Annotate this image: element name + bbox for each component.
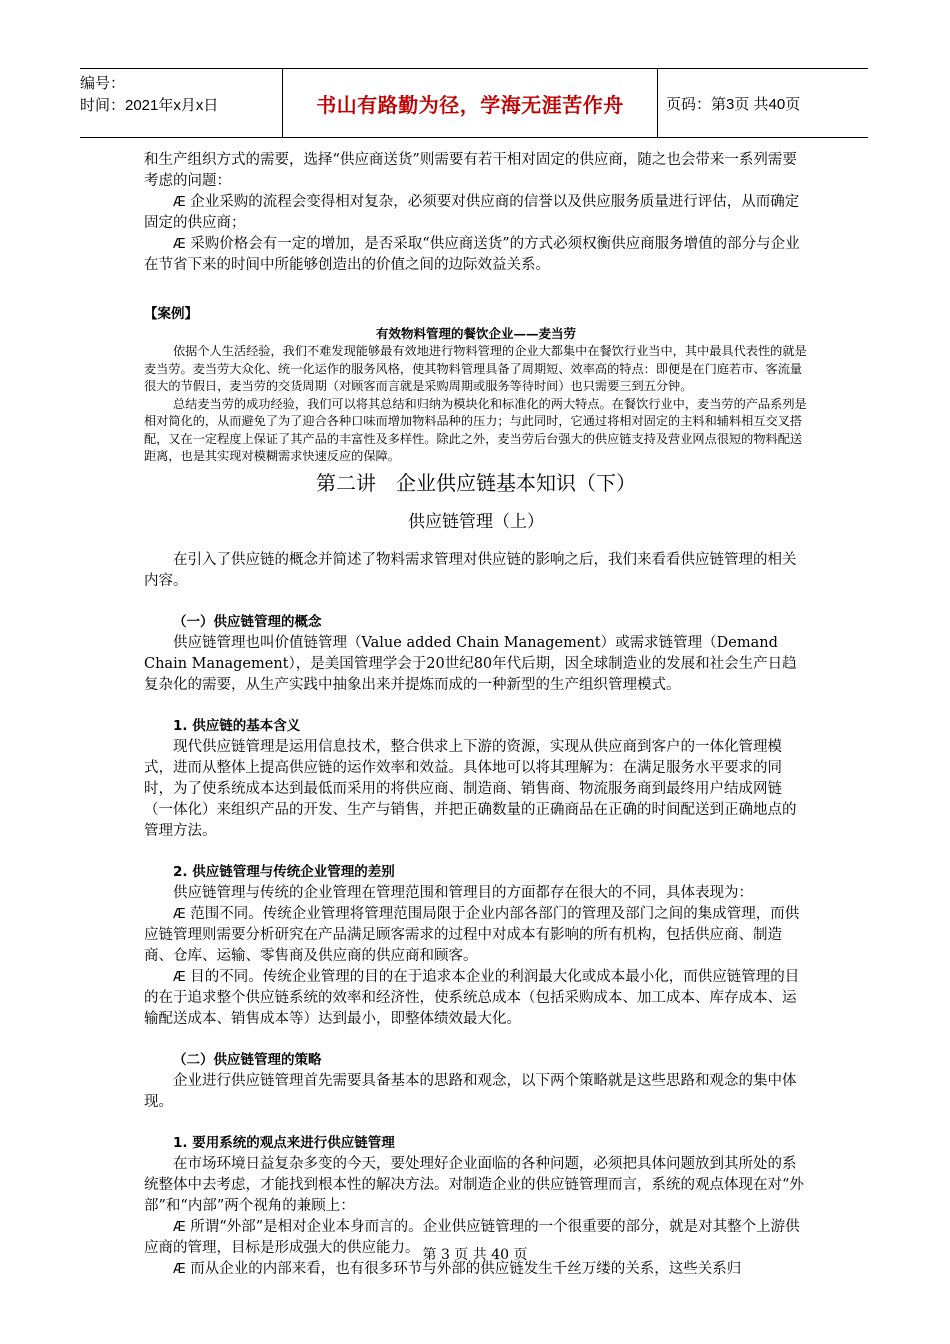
bullet-glyph: Æ [173,969,186,985]
page-footer: 第 3 页 共 40 页 [422,1247,528,1263]
lecture-title: 第二讲 企业供应链基本知识（下） [316,470,636,495]
header-number: 编号： [80,75,126,92]
header-motto: 书山有路勤为径，学海无涯苦作舟 [283,69,658,137]
case-label: 【案例】 [144,306,198,322]
differences-bullet-1: Æ 范围不同。传统企业管理将管理范围局限于企业内部各部门的管理及部门之间的集成管理，而供应链管理则需要分析研究在产品满足顾客需求的过程中对成本有影响的所有机构，包括供应商、制造商、仓库、运输、零售商及供应商的供应商和顾客。 [144,905,800,964]
header-page-info: 页码：第3页 共40页 [666,95,801,113]
case-paragraph-1: 依据个人生活经验，我们不难发现能够最有效地进行物料管理的企业大都集中在餐饮行业当中，其中最具代表性的就是麦当劳。麦当劳大众化、统一化运作的服务风格，使其物料管理具备了周期短、效率高的特点：即便是在门庭若市、客流量很大的节假日，麦当劳的交货周期（对顾客而言就是采购周期或服务等待时间）也只需要三到五分钟。 [144,344,807,393]
heading-basic-meaning: 1. 供应链的基本含义 [173,717,301,734]
section-intro: 在引入了供应链的概念并简述了物料需求管理对供应链的影响之后，我们来看看供应链管理的相关内容。 [144,551,797,589]
system-view-paragraph: 在市场环境日益复杂多变的今天，要处理好企业面临的各种问题，必须把具体问题放到其所处的系统整体中去考虑，才能找到根本性的解决方法。对制造企业的供应链管理而言，系统的观点体现在对“外部”和“内部”两个视角的兼顾上： [144,1155,804,1214]
heading-system-view: 1. 要用系统的观点来进行供应链管理 [173,1134,395,1151]
bullet-glyph: Æ [173,195,186,210]
differences-paragraph: 供应链管理与传统的企业管理在管理范围和管理目的方面都存在很大的不同，具体表现为： [173,884,753,901]
heading-differences: 2. 供应链管理与传统企业管理的差别 [173,863,395,880]
section-subtitle: 供应链管理（上） [408,511,544,532]
case-title: 有效物料管理的餐饮企业——麦当劳 [375,326,576,341]
strategy-paragraph: 企业进行供应链管理首先需要具备基本的思路和观念，以下两个策略就是这些思路和观念的集中体现。 [144,1072,797,1110]
intro-bullet-1: Æ 企业采购的流程会变得相对复杂，必须要对供应商的信誉以及供应服务质量进行评估，从而确定固定的供应商； [144,194,800,231]
differences-bullet-2: Æ 目的不同。传统企业管理的目的在于追求本企业的利润最大化或成本最小化，而供应链管理的目的在于追求整个供应链系统的效率和经济性，使系统总成本（包括采购成本、加工成本、库存成本、运输配送成本、销售成本等）达到最小，即整体绩效最大化。 [144,968,800,1027]
bullet-glyph: Æ [173,1219,186,1235]
bullet-glyph: Æ [173,237,186,252]
document-body [144,150,808,1280]
intro-paragraph: 和生产组织方式的需要，选择“供应商送货”则需要有若干相对固定的供应商，随之也会带来一系列需要考虑的问题： [144,152,797,189]
system-view-bullet-1: Æ 所谓“外部”是相对企业本身而言的。企业供应链管理的一个很重要的部分，就是对其整个上游供应商的管理，目标是形成强大的供应能力。 [144,1218,800,1256]
intro-bullet-2: Æ 采购价格会有一定的增加，是否采取“供应商送货”的方式必须权衡供应商服务增值的部分与企业在节省下来的时间中所能够创造出的价值之间的边际效益关系。 [144,236,800,273]
heading-strategy: （二）供应链管理的策略 [173,1051,322,1068]
page-header [80,68,868,138]
concept-paragraph: 供应链管理也叫价值链管理（Value added Chain Management）或需求链管理（Demand Chain Management），是美国管理学会于20世纪80年代后期，因全球制造业的发展和社会生产日趋复杂化的需要，从生产实践中抽象出来并提炼而成的一种新型的生产组织管理模式。 [144,634,797,693]
system-view-bullet-2: Æ 而从企业的内部来看，也有很多环节与外部的供应链发生千丝万缕的关系，这些关系归 [173,1260,742,1277]
basic-meaning-paragraph: 现代供应链管理是运用信息技术，整合供求上下游的资源，实现从供应商到客户的一体化管理模式，进而从整体上提高供应链的运作效率和效益。具体地可以将其理解为：在满足服务水平要求的同时，为了使系统成本达到最低而采用的将供应商、制造商、销售商、物流服务商到最终用户结成网链（一体化）来组织产品的开发、生产与销售，并把正确数量的正确商品在正确的时间配送到正确地点的管理方法。 [144,738,797,839]
bullet-glyph: Æ [173,1261,186,1277]
header-time: 时间：2021年x月x日 [80,97,219,114]
bullet-glyph: Æ [173,906,186,922]
case-paragraph-2: 总结麦当劳的成功经验，我们可以将其总结和归纳为模块化和标准化的两大特点。在餐饮行业中，麦当劳的产品系列是相对简化的，从而避免了为了迎合各种口味而增加物料品种的压力；与此同时，它通过将相对固定的主料和辅料相互交叉搭配，又在一定程度上保证了其产品的丰富性及多样性。除此之外，麦当劳后台强大的供应链支持及营业网点很短的物料配送距离，也是其实现对模糊需求快速反应的保障。 [144,396,807,463]
heading-concept: （一）供应链管理的概念 [173,613,322,630]
header-meta [80,69,283,137]
